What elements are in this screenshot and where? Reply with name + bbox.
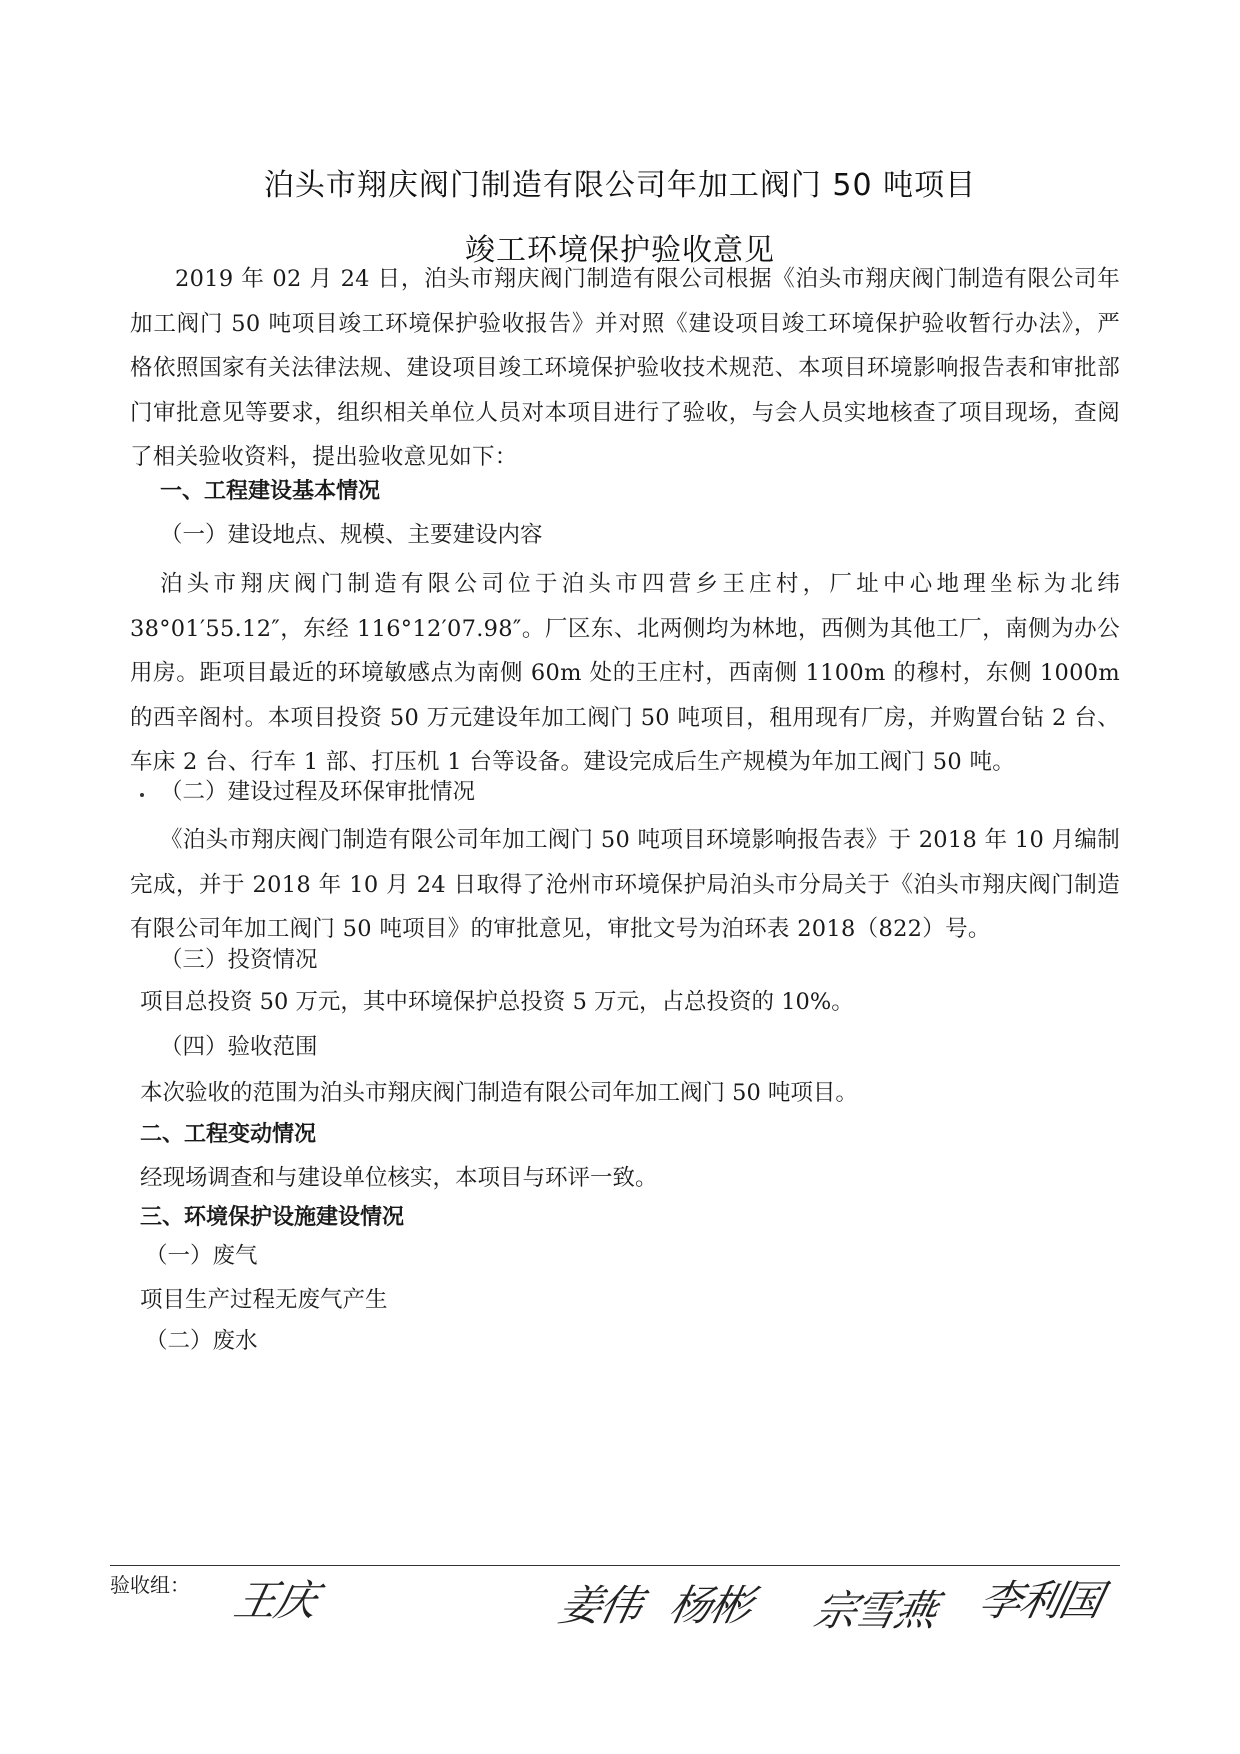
section3-sub1-heading: （一）废气 — [145, 1243, 258, 1269]
section3-sub2-heading: （二）废水 — [145, 1328, 258, 1354]
section1-sub4-heading: （四）验收范围 — [160, 1034, 318, 1060]
section2-text: 经现场调查和与建设单位核实，本项目与环评一致。 — [140, 1165, 658, 1191]
section3-heading: 三、环境保护设施建设情况 — [140, 1205, 405, 1230]
signature-2: 姜伟 — [554, 1581, 646, 1630]
section1-sub2-heading: （二）建设过程及环保审批情况 — [160, 779, 476, 805]
signature-3: 杨彬 — [664, 1581, 756, 1630]
signature-5: 李利国 — [974, 1576, 1106, 1625]
document-title-line2: 竣工环境保护验收意见 — [465, 233, 775, 268]
section1-sub3-text: 项目总投资 50 万元，其中环境保护总投资 5 万元，占总投资的 10%。 — [140, 989, 854, 1015]
section2-heading: 二、工程变动情况 — [140, 1122, 317, 1147]
footer-divider — [110, 1565, 1120, 1566]
signature-4: 宗雪燕 — [809, 1586, 941, 1635]
section1-sub1-text: 泊头市翔庆阀门制造有限公司位于泊头市四营乡王庄村，厂址中心地理坐标为北纬 38°01′55.12″，东经 116°12′07.98″。厂区东、北两侧均为林地，西侧为其他工厂，南侧为办公用房。距项目最近的环境敏感点为南侧 60m 处的王庄村，西南侧 1100m 的穆村，东侧 1000m 的西辛阁村。本项目投资 50 万元建设年加工阀门 50 吨项目，租用现有厂房，并购置台钻 2 台、车床 2 台、行车 1 部、打压机 1 台等设备。建设完成后生产规模为年加工阀门 50 吨。 — [130, 571, 1120, 775]
section3-sub1-text: 项目生产过程无废气产生 — [140, 1287, 388, 1313]
scan-dot — [140, 793, 144, 797]
section1-heading: 一、工程建设基本情况 — [160, 479, 381, 504]
section1-sub3-heading: （三）投资情况 — [160, 947, 318, 973]
signature-1: 王庆 — [229, 1576, 321, 1625]
section1-sub1-heading: （一）建设地点、规模、主要建设内容 — [160, 522, 543, 548]
section1-sub2-text: 《泊头市翔庆阀门制造有限公司年加工阀门 50 吨项目环境影响报告表》于 2018 年 10 月编制完成，并于 2018 年 10 月 24 日取得了沧州市环境保护局泊头市分局关于《泊头市翔庆阀门制造有限公司年加工阀门 50 吨项目》的审批意见，审批文号为泊环表 2018（822）号。 — [130, 827, 1120, 942]
document-title-line1: 泊头市翔庆阀门制造有限公司年加工阀门 50 吨项目 — [263, 168, 977, 203]
section1-sub4-text: 本次验收的范围为泊头市翔庆阀门制造有限公司年加工阀门 50 吨项目。 — [140, 1080, 858, 1106]
intro-paragraph: 2019 年 02 月 24 日，泊头市翔庆阀门制造有限公司根据《泊头市翔庆阀门制造有限公司年加工阀门 50 吨项目竣工环境保护验收报告》并对照《建设项目竣工环境保护验收暂行办法》，严格依照国家有关法律法规、建设项目竣工环境保护验收技术规范、本项目环境影响报告表和审批部门审批意见等要求，组织相关单位人员对本项目进行了验收，与会人员实地核查了项目现场，查阅了相关验收资料，提出验收意见如下： — [130, 266, 1120, 470]
acceptance-group-label: 验收组： — [110, 1573, 190, 1597]
